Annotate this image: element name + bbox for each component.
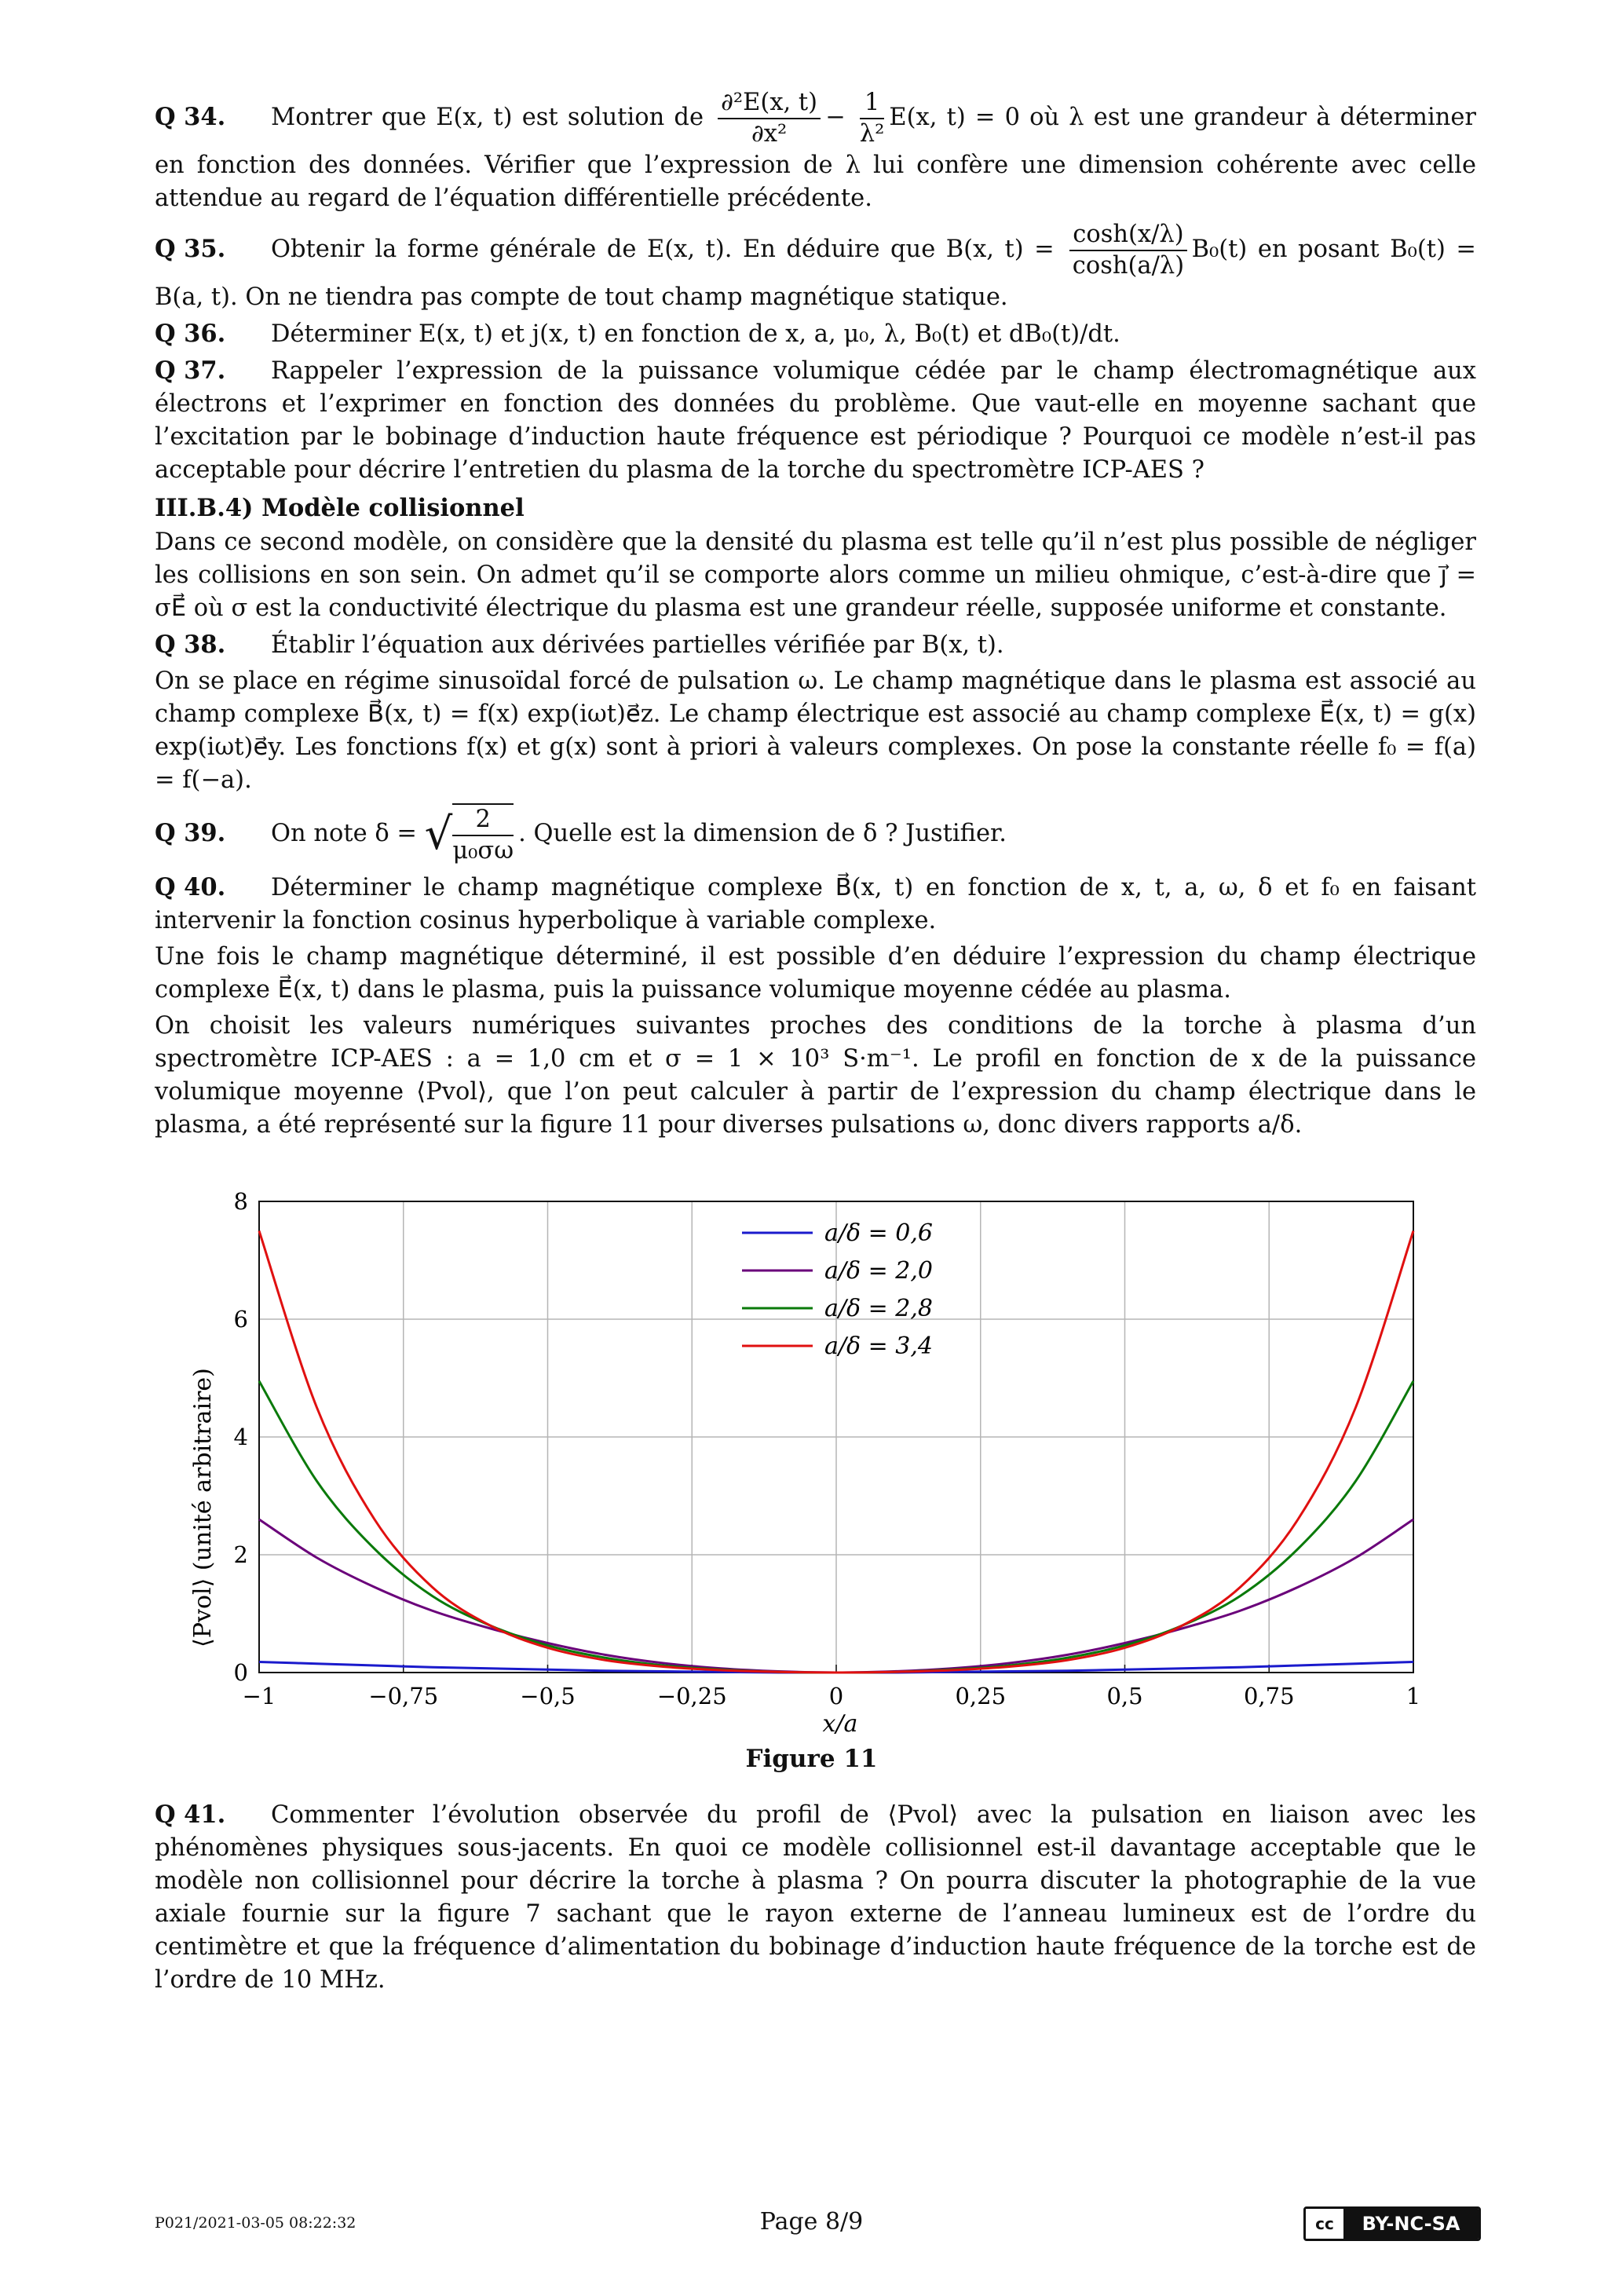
q38 xyxy=(155,628,1476,662)
x-tick-label: 0 xyxy=(828,1683,844,1709)
q37-label: Q 37. xyxy=(155,356,226,385)
q39-pre: On note δ = xyxy=(271,820,417,847)
q34 xyxy=(155,88,1476,215)
x-tick-label: −0,75 xyxy=(368,1683,439,1709)
x-tick-label: −0,5 xyxy=(520,1683,576,1709)
q34-fraction-2 xyxy=(860,88,885,149)
q37-text: Rappeler l’expression de la puissance volumique cédée par le champ électromagnétique aux électrons et l’exprimer en fonction des données du problème. Que vaut-elle en moyenne sachant que l’excitation par le bobinage d’induction haute fréquence est périodique ? Pourquoi ce modèle n’est-il pas acceptable pour décrire l’entretien du plasma de la torche du spectromètre ICP-AES ? xyxy=(155,357,1476,484)
q34-rest: fonction des données. Vérifier que l’expression de λ lui confère une dimension cohérente avec celle attendue au regard de l’équation différentielle précédente. xyxy=(155,152,1476,212)
legend-label-0: a/δ = 0,6 xyxy=(824,1219,933,1247)
q34-frac2-num: 1 xyxy=(860,88,885,119)
figure-caption: Figure 11 xyxy=(745,1745,878,1773)
q35-frac-den: cosh(a/λ) xyxy=(1072,252,1185,280)
x-tick-label: 0,75 xyxy=(1243,1683,1295,1709)
legend-label-2: a/δ = 2,8 xyxy=(824,1295,933,1322)
q35-pre: Obtenir la forme générale de E(x, t). En déduire que B(x, t) = xyxy=(271,236,1055,263)
q38-text: Établir l’équation aux dérivées partielles vérifiée par B(x, t). xyxy=(271,631,1004,659)
q40-text: Déterminer le champ magnétique complexe B⃗(x, t) en fonction de x, t, a, ω, δ et f₀ en faisant intervenir la fonction cosinus hyperbolique à variable complexe. xyxy=(155,874,1476,934)
q41 xyxy=(155,1798,1476,1997)
q35-post: B₀(t) en posant B₀(t) = xyxy=(1191,236,1476,263)
q39-frac-den: μ₀σω xyxy=(452,837,514,865)
footer-page-number: Page 8/9 xyxy=(759,2208,864,2236)
q34-frac2-den: λ² xyxy=(859,120,885,148)
y-tick-label: 2 xyxy=(233,1541,248,1568)
footer-document-id: P021/2021-03-05 08:22:32 xyxy=(155,2214,356,2232)
legend-label-3: a/δ = 3,4 xyxy=(824,1333,933,1360)
x-tick-label: −1 xyxy=(242,1683,276,1709)
figure-11-chart xyxy=(157,1178,1492,1775)
q39-post: . Quelle est la dimension de δ ? Justifier. xyxy=(518,820,1007,847)
q39-frac-num: 2 xyxy=(452,805,514,836)
y-tick-label: 6 xyxy=(233,1306,248,1333)
section-intro: Dans ce second modèle, on considère que la densité du plasma est telle qu’il n’est plus possible de négliger les collisions en son sein. On admet qu’il se comporte alors comme un milieu ohmique, c’est-à-dire que j⃗ = σE⃗ où σ est la conductivité électrique du plasma est une grandeur réelle, supposée uniforme et constante. xyxy=(155,528,1476,622)
license-text: BY-NC-SA xyxy=(1343,2209,1479,2239)
x-tick-label: 1 xyxy=(1406,1683,1421,1709)
y-axis-label: ⟨Pvol⟩ (unité arbitraire) xyxy=(189,1368,217,1647)
text-block-top xyxy=(155,88,1476,1145)
x-tick-label: −0,25 xyxy=(656,1683,727,1709)
q34-frac1-den: ∂x² xyxy=(751,120,788,148)
regime-paragraph: On se place en régime sinusoïdal forcé de pulsation ω. Le champ magnétique dans le plasma est associé au champ complexe B⃗(x, t) = f(x) exp(iωt)e⃗z. Le champ électrique est associé au champ complexe E⃗(x, t) = g(x) exp(iωt)e⃗y. Les fonctions f(x) et g(x) sont à priori à valeurs complexes. On pose la constante réelle f₀ = f(a) = f(−a). xyxy=(155,667,1476,794)
q39-label: Q 39. xyxy=(155,819,226,847)
legend-label-1: a/δ = 2,0 xyxy=(824,1257,933,1285)
y-tick-label: 0 xyxy=(233,1659,248,1686)
x-tick-label: 0,5 xyxy=(1106,1683,1143,1709)
q40 xyxy=(155,871,1476,938)
license-badge xyxy=(1303,2206,1481,2241)
x-axis-label: x/a xyxy=(822,1710,858,1738)
q36-label: Q 36. xyxy=(155,320,226,348)
q39-fraction xyxy=(452,803,514,866)
q34-fraction-1 xyxy=(718,88,821,149)
q34-label: Q 34. xyxy=(155,103,226,131)
sqrt-sign: √ xyxy=(424,809,453,860)
q35-frac-num: cosh(x/λ) xyxy=(1069,220,1186,251)
q34-pre: Montrer que E(x, t) est solution de xyxy=(271,104,704,131)
q34-frac1-num: ∂²E(x, t) xyxy=(718,88,821,119)
q40-label: Q 40. xyxy=(155,873,226,901)
y-tick-label: 8 xyxy=(233,1188,248,1215)
q36-text: Déterminer E(x, t) et j(x, t) en fonction de x, a, μ₀, λ, B₀(t) et dB₀(t)/dt. xyxy=(271,320,1120,348)
q41-label: Q 41. xyxy=(155,1801,226,1829)
q35-label: Q 35. xyxy=(155,235,226,263)
section-title: III.B.4) Modèle collisionnel xyxy=(155,494,525,522)
q35-rest: B(a, t). On ne tiendra pas compte de tout champ magnétique statique. xyxy=(155,283,1008,311)
q39 xyxy=(155,803,1476,866)
q34-minus: − xyxy=(825,104,846,131)
paragraph-values: On choisit les valeurs numériques suivantes proches des conditions de la torche à plasma d’un spectromètre ICP-AES : a = 1,0 cm et σ = 1 × 10³ S·m⁻¹. Le profil en fonction de x de la puissance volumique moyenne ⟨Pvol⟩, que l’on peut calculer à partir de l’expression du champ électrique dans le plasma, a été représenté sur la figure 11 pour diverses pulsations ω, donc divers rapports a/δ. xyxy=(155,1012,1476,1139)
text-block-bottom xyxy=(155,1798,1476,2000)
y-tick-label: 4 xyxy=(233,1424,248,1450)
q36 xyxy=(155,317,1476,351)
q34-post: E(x, t) = 0 où λ est une grandeur à déterminer en xyxy=(155,104,1476,179)
paragraph-after-q40: Une fois le champ magnétique déterminé, il est possible d’en déduire l’expression du champ électrique complexe E⃗(x, t) dans le plasma, puis la puissance volumique moyenne cédée au plasma. xyxy=(155,943,1476,1004)
q35-fraction xyxy=(1069,220,1186,281)
cc-icon: cc xyxy=(1306,2209,1343,2239)
q38-label: Q 38. xyxy=(155,631,226,659)
x-tick-label: 0,25 xyxy=(955,1683,1007,1709)
q37 xyxy=(155,354,1476,487)
q35 xyxy=(155,220,1476,314)
q41-text: Commenter l’évolution observée du profil de ⟨Pvol⟩ avec la pulsation en liaison avec les phénomènes physiques sous-jacents. En quoi ce modèle collisionnel est-il davantage acceptable que le modèle non collisionnel pour décrire la torche à plasma ? On pourra discuter la photographie de la vue axiale fournie sur la figure 7 sachant que le rayon externe de l’anneau lumineux est de l’ordre du centimètre et que la fréquence d’alimentation du bobinage d’induction haute fréquence de la torche est de l’ordre de 10 MHz. xyxy=(155,1801,1476,1994)
